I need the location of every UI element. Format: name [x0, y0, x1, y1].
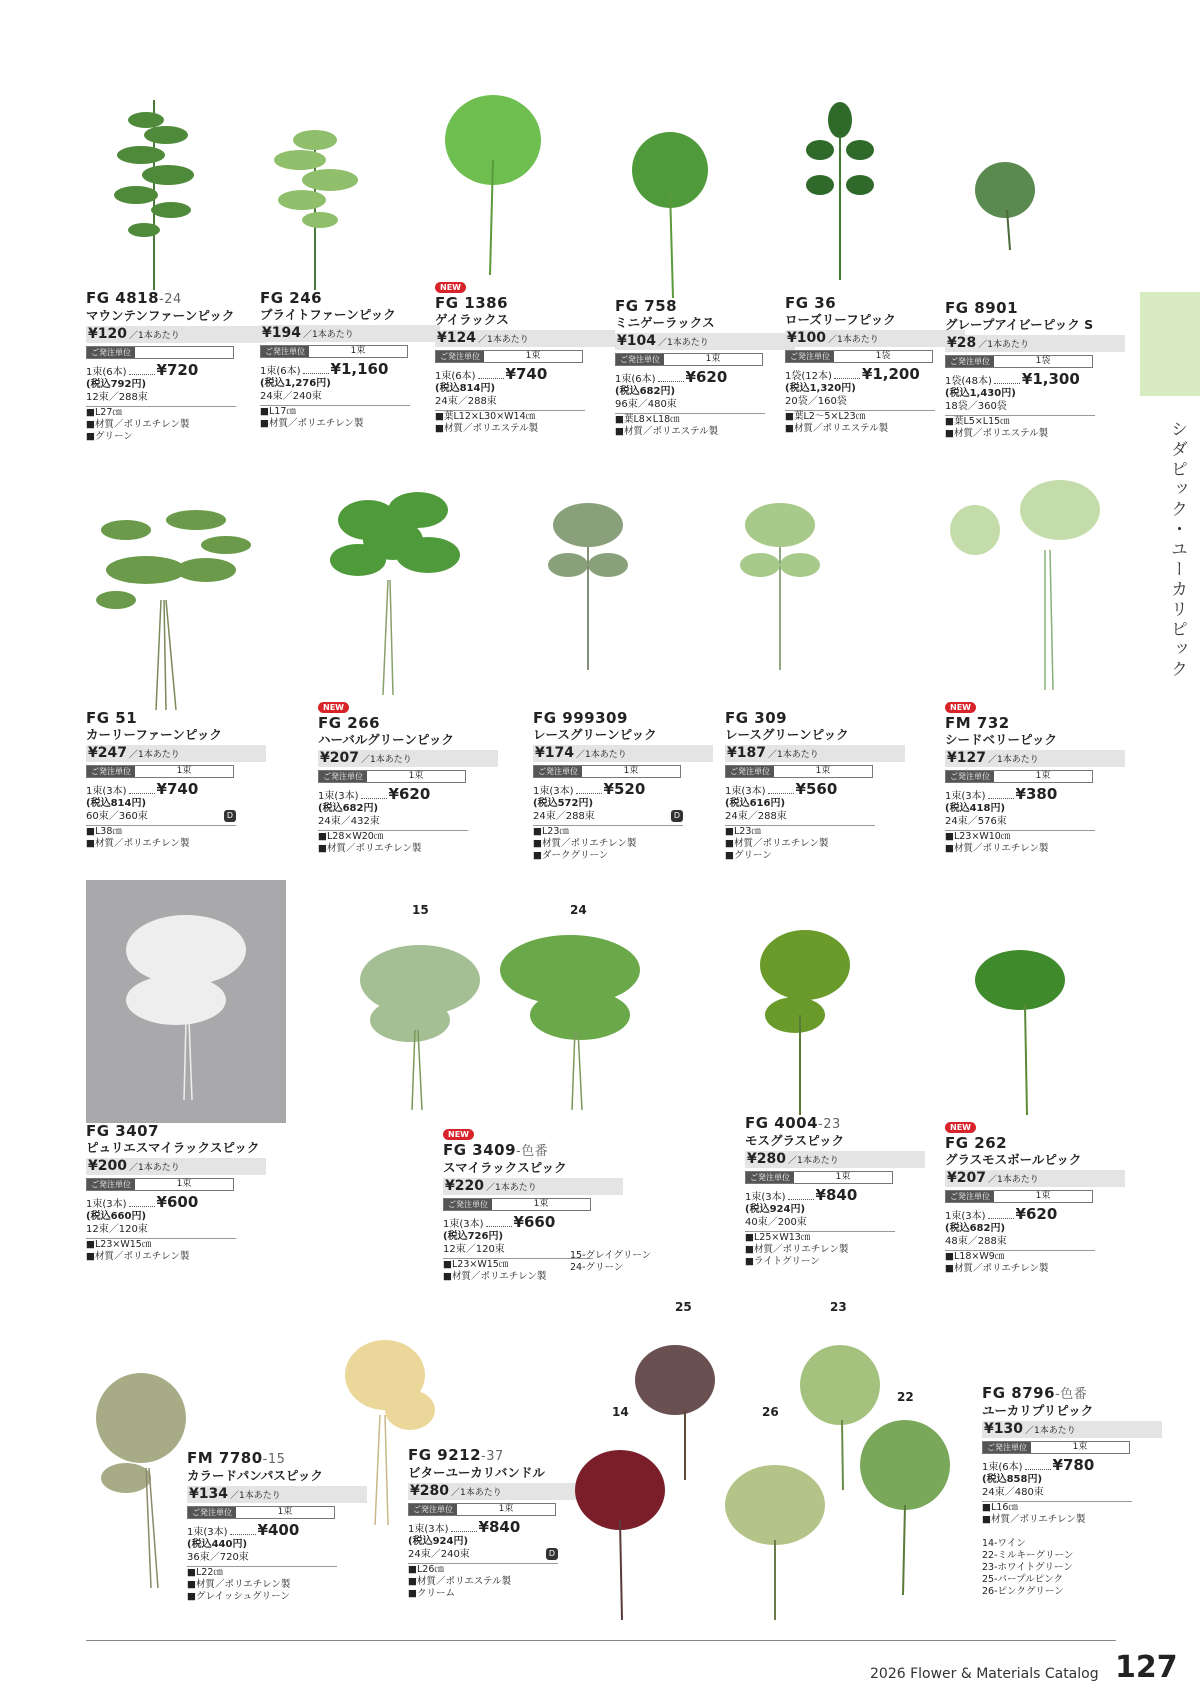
- unit-price: ¥280 ／1本あたり: [408, 1483, 588, 1500]
- unit-price: ¥134 ／1本あたり: [187, 1486, 367, 1503]
- product-code: FG 36: [785, 294, 837, 312]
- spec-line: ■L16㎝: [982, 1502, 1018, 1513]
- unit-price: ¥200 ／1本あたり: [86, 1158, 266, 1175]
- product-fg3407: [86, 880, 286, 1263]
- pack-price-row: 1束(6本) ¥620: [615, 368, 728, 386]
- spec-line: ■葉L5×L15㎝: [945, 416, 1010, 427]
- product-fg246: [260, 80, 440, 430]
- unit-price: ¥127 ／1本あたり: [945, 750, 1125, 767]
- order-unit: ご発注単位 1束: [435, 350, 583, 363]
- spec-line: ■L25×W13㎝: [745, 1232, 811, 1243]
- unit-price: ¥220 ／1本あたり: [443, 1178, 623, 1195]
- product-name: シードベリーピック: [945, 732, 1058, 747]
- case-qty: 24束／240束 D: [408, 1548, 558, 1564]
- tax-in-price: (税込858円): [982, 1474, 1043, 1485]
- fern-photo: [260, 80, 440, 290]
- product-code: FG 8796-色番: [982, 1384, 1088, 1402]
- spec-line: ■L23×W10㎝: [945, 831, 1011, 842]
- spec-line: ■L18×W9㎝: [945, 1251, 1005, 1262]
- spec-line: ■L17㎝: [260, 406, 296, 417]
- spec-line: ■材質／ポリエステル製: [435, 423, 539, 434]
- tax-in-price: (税込682円): [945, 1223, 1006, 1234]
- color-option: 14-ワイン: [982, 1538, 1026, 1549]
- leaf-photo: [615, 80, 795, 298]
- unit-price: ¥120 ／1本あたり: [86, 326, 266, 343]
- spec-line: ■材質／ポリエチレン製: [86, 1251, 190, 1262]
- product-code: FM 732: [945, 714, 1010, 732]
- order-unit: ご発注単位 1束: [187, 1506, 335, 1519]
- product-name: ローズリーフピック: [785, 312, 896, 327]
- tax-in-price: (税込616円): [725, 798, 786, 809]
- spec-line: ■材質／ポリエチレン製: [318, 843, 422, 854]
- order-unit: ご発注単位 1束: [725, 765, 873, 778]
- variant-label: 14: [612, 1405, 629, 1419]
- color-option: 23-ホワイトグリーン: [982, 1562, 1073, 1573]
- case-qty: 12束／120束: [86, 1223, 236, 1239]
- product-name: ゲイラックス: [435, 312, 509, 327]
- product-name: グレープアイビーピック S: [945, 317, 1094, 332]
- product-code: FG 4004-23: [745, 1114, 841, 1132]
- order-unit: ご発注単位 1束: [408, 1503, 556, 1516]
- product-code: FG 4818-24: [86, 289, 182, 307]
- unit-price: ¥247 ／1本あたり: [86, 745, 266, 762]
- herb-photo: [318, 470, 498, 695]
- product-code: FG 246: [260, 289, 323, 307]
- product-fm732: [945, 470, 1125, 855]
- variant-label: 15: [412, 903, 429, 917]
- spec-line: ■L23㎝: [533, 826, 569, 837]
- variant-label: 24: [570, 903, 587, 917]
- spec-line: ■材質／ポリエステル製: [615, 426, 719, 437]
- case-qty: 24束／288束 D: [533, 810, 683, 826]
- tax-in-price: (税込1,276円): [260, 378, 331, 389]
- spec-line: ■クリーム: [408, 1588, 455, 1599]
- spec-line: ■L28×W20㎝: [318, 831, 384, 842]
- case-qty: 20袋／160袋: [785, 395, 935, 411]
- order-unit: ご発注単位 1袋: [945, 355, 1093, 368]
- new-badge: NEW: [945, 702, 976, 713]
- unit-price: ¥207 ／1本あたり: [945, 1170, 1125, 1187]
- section-label: シダピック・ユーカリピック: [1167, 420, 1187, 680]
- spec-line: ■材質／ポリエチレン製: [187, 1579, 291, 1590]
- product-name: スマイラックスピック: [443, 1160, 567, 1175]
- product-fg758: [615, 80, 795, 438]
- tax-in-price: (税込418円): [945, 803, 1006, 814]
- tax-in-price: (税込726円): [443, 1231, 504, 1242]
- unit-price: ¥194 ／1本あたり: [260, 325, 440, 342]
- spec-line: ■材質／ポリエチレン製: [443, 1271, 547, 1282]
- color-list: [570, 1250, 651, 1274]
- pack-price-row: 1束(3本) ¥380: [945, 785, 1058, 803]
- variant-label: 23: [830, 1300, 847, 1314]
- leaf-photo: [945, 80, 1125, 300]
- eucalyptus-variants-photo: [560, 1320, 960, 1630]
- product-code: FG 51: [86, 709, 138, 727]
- leaf-photo: [435, 80, 615, 275]
- case-qty: 24束／432束: [318, 815, 468, 831]
- pack-price-row: 1束(6本) ¥720: [86, 361, 199, 379]
- spec-line: ■L23×W15㎝: [443, 1259, 509, 1270]
- order-unit: ご発注単位 1束: [745, 1171, 893, 1184]
- leaf-photo: [785, 80, 965, 295]
- pack-price-row: 1束(3本) ¥740: [86, 780, 199, 798]
- case-qty: 12束／288束: [86, 391, 236, 407]
- new-badge: NEW: [318, 702, 349, 713]
- pack-price-row: 1束(3本) ¥400: [187, 1521, 300, 1539]
- case-qty: 40束／200束: [745, 1216, 895, 1232]
- spec-line: ■葉L8×L18㎝: [615, 414, 680, 425]
- spec-line: ■L22㎝: [187, 1567, 223, 1578]
- unit-price: ¥104 ／1本あたり: [615, 333, 795, 350]
- spec-line: ■グレイッシュグリーン: [187, 1591, 290, 1602]
- tax-in-price: (税込1,320円): [785, 383, 856, 394]
- color-list: [982, 1538, 1073, 1598]
- spec-line: ■材質／ポリエチレン製: [86, 419, 190, 430]
- pack-price-row: 1束(6本) ¥1,160: [260, 360, 389, 378]
- order-unit: ご発注単位 1束: [945, 770, 1093, 783]
- unit-price: ¥207 ／1本あたり: [318, 750, 498, 767]
- variant-label: 26: [762, 1405, 779, 1419]
- product-fg4818: [86, 80, 266, 443]
- product-fg262: [945, 935, 1125, 1275]
- pack-price-row: 1束(3本) ¥660: [443, 1213, 556, 1231]
- unit-price: ¥187 ／1本あたり: [725, 745, 905, 762]
- tax-in-price: (税込814円): [435, 383, 496, 394]
- product-fg266: [318, 470, 498, 855]
- case-qty: 96束／480束: [615, 398, 765, 414]
- spec-line: ■材質／ポリエチレン製: [982, 1514, 1086, 1525]
- product-name: レースグリーンピック: [533, 727, 657, 742]
- tax-in-price: (税込572円): [533, 798, 594, 809]
- spec-line: ■ライトグリーン: [745, 1256, 820, 1267]
- spec-line: ■葉L12×L30×W14㎝: [435, 411, 536, 422]
- spec-line: ■L23×W15㎝: [86, 1239, 152, 1250]
- product-name: ユーカリプリピック: [982, 1403, 1094, 1418]
- product-code: FG 8901: [945, 299, 1019, 317]
- footer-divider: [86, 1640, 1116, 1641]
- order-unit: ご発注単位 1束: [615, 353, 763, 366]
- color-option: 22-ミルキーグリーン: [982, 1550, 1074, 1561]
- pack-price-row: 1束(3本) ¥620: [945, 1205, 1058, 1223]
- tax-in-price: (税込924円): [745, 1204, 806, 1215]
- product-fg36: [785, 80, 965, 435]
- case-qty: 18袋／360袋: [945, 400, 1095, 416]
- product-code: FM 7780-15: [187, 1449, 286, 1467]
- moss-ball-photo: [945, 935, 1125, 1115]
- tax-in-price: (税込682円): [615, 386, 676, 397]
- product-name: ピュリエスマイラックスピック: [86, 1140, 260, 1155]
- order-unit: ご発注単位 1束: [982, 1441, 1130, 1454]
- product-name: カーリーファーンピック: [86, 727, 222, 742]
- spec-line: ■材質／ポリエチレン製: [533, 838, 637, 849]
- order-unit: ご発注単位 1束: [260, 345, 408, 358]
- product-code: FG 3409-色番: [443, 1141, 549, 1159]
- product-fg1386: [435, 80, 615, 435]
- new-badge: NEW: [443, 1129, 474, 1140]
- tax-in-price: (税込792円): [86, 379, 147, 390]
- unit-price: ¥280 ／1本あたり: [745, 1151, 925, 1168]
- product-fg51: [86, 470, 266, 850]
- berry-photo: [945, 470, 1125, 695]
- case-qty: 24束／480束: [982, 1486, 1132, 1502]
- moss-grass-photo: [745, 915, 925, 1115]
- unit-price: ¥130 ／1本あたり: [982, 1421, 1162, 1438]
- pack-price-row: 1束(6本) ¥780: [982, 1456, 1095, 1474]
- tax-in-price: (税込814円): [86, 798, 147, 809]
- product-fg8796: [982, 1385, 1162, 1526]
- product-fg8901: [945, 80, 1125, 440]
- tax-in-price: (税込440円): [187, 1539, 248, 1550]
- product-code: FG 758: [615, 297, 678, 315]
- spec-line: ■材質／ポリエステル製: [408, 1576, 512, 1587]
- spec-line: ■葉L2～5×L23㎝: [785, 411, 866, 422]
- spec-line: ■材質／ポリエステル製: [945, 428, 1049, 439]
- case-qty: 24束／288束: [725, 810, 875, 826]
- case-qty: 36束／720束: [187, 1551, 337, 1567]
- order-unit: ご発注単位 1束: [86, 765, 234, 778]
- smilax-photo: [86, 880, 286, 1123]
- color-option: 25-パープルピンク: [982, 1574, 1063, 1585]
- d-mark: D: [224, 810, 236, 822]
- page-number: 127: [1115, 1650, 1178, 1685]
- pack-price-row: 1束(3本) ¥840: [745, 1186, 858, 1204]
- pack-price-row: 1束(6本) ¥740: [435, 365, 548, 383]
- unit-price: ¥174 ／1本あたり: [533, 745, 713, 762]
- d-mark: D: [671, 810, 683, 822]
- pack-price-row: 1束(3本) ¥560: [725, 780, 838, 798]
- pack-price-row: 1束(3本) ¥620: [318, 785, 431, 803]
- order-unit: ご発注単位 1束: [533, 765, 681, 778]
- unit-price: ¥124 ／1本あたり: [435, 330, 615, 347]
- tax-in-price: (税込924円): [408, 1536, 469, 1547]
- spec-line: ■ダークグリーン: [533, 850, 609, 861]
- product-name: マウンテンファーンピック: [86, 308, 235, 323]
- case-qty: 24束／576束: [945, 815, 1095, 831]
- new-badge: NEW: [435, 282, 466, 293]
- fern-photo: [86, 470, 266, 710]
- spec-line: ■材質／ポリエステル製: [785, 423, 889, 434]
- case-qty: 60束／360束 D: [86, 810, 236, 826]
- spec-line: ■材質／ポリエチレン製: [945, 1263, 1049, 1274]
- case-qty: 48束／288束: [945, 1235, 1095, 1251]
- spec-line: ■材質／ポリエチレン製: [260, 418, 364, 429]
- variant-label: 22: [897, 1390, 914, 1404]
- case-qty: 24束／288束: [435, 395, 585, 411]
- spec-line: ■L27㎝: [86, 407, 122, 418]
- pack-price-row: 1袋(12本) ¥1,200: [785, 365, 920, 383]
- spec-line: ■材質／ポリエチレン製: [945, 843, 1049, 854]
- product-code: FG 1386: [435, 294, 509, 312]
- spec-line: ■L26㎝: [408, 1564, 444, 1575]
- order-unit: ご発注単位 1束: [945, 1190, 1093, 1203]
- color-option: 24-グリーン: [570, 1262, 624, 1273]
- fern-photo: [86, 80, 266, 290]
- pack-price-row: 1束(3本) ¥520: [533, 780, 646, 798]
- product-code: FG 262: [945, 1134, 1008, 1152]
- case-qty: 24束／240束: [260, 390, 410, 406]
- product-code: FG 9212-37: [408, 1446, 504, 1464]
- new-badge: NEW: [945, 1122, 976, 1133]
- tax-in-price: (税込682円): [318, 803, 379, 814]
- spec-line: ■L23㎝: [725, 826, 761, 837]
- order-unit: ご発注単位 1束: [318, 770, 466, 783]
- unit-price: ¥100 ／1本あたり: [785, 330, 965, 347]
- product-name: ミニゲーラックス: [615, 315, 715, 330]
- product-code: FG 999309: [533, 709, 628, 727]
- product-name: レースグリーンピック: [725, 727, 849, 742]
- order-unit: ご発注単位 1束: [86, 1178, 234, 1191]
- section-tab: [1140, 292, 1200, 396]
- spec-line: ■材質／ポリエチレン製: [725, 838, 829, 849]
- smilax-variants-photo: [350, 920, 670, 1110]
- product-name: グラスモスボールピック: [945, 1152, 1082, 1167]
- product-fg4004: [745, 915, 925, 1268]
- product-code: FG 3407: [86, 1122, 160, 1140]
- order-unit: ご発注単位 1束: [443, 1198, 591, 1211]
- tax-in-price: (税込1,430円): [945, 388, 1016, 399]
- product-fg309: [725, 470, 905, 862]
- spec-line: ■L38㎝: [86, 826, 122, 837]
- product-name: ハーバルグリーンピック: [318, 732, 454, 747]
- pack-price-row: 1袋(48本) ¥1,300: [945, 370, 1080, 388]
- product-code: FG 266: [318, 714, 381, 732]
- lace-photo: [533, 470, 713, 710]
- spec-line: ■材質／ポリエチレン製: [86, 838, 190, 849]
- lace-photo: [725, 470, 905, 710]
- product-name: ビターユーカリバンドル: [408, 1465, 545, 1480]
- pack-price-row: 1束(3本) ¥600: [86, 1193, 199, 1211]
- variant-label: 25: [675, 1300, 692, 1314]
- case-qty: 12束／120束: [443, 1243, 593, 1259]
- spec-line: ■グリーン: [86, 431, 133, 442]
- product-code: FG 309: [725, 709, 788, 727]
- product-name: ブライトファーンピック: [260, 307, 396, 322]
- product-name: モスグラスピック: [745, 1133, 845, 1148]
- product-name: カラードパンパスピック: [187, 1468, 323, 1483]
- unit-price: ¥28 ／1本あたり: [945, 335, 1125, 352]
- color-option: 26-ピンクグリーン: [982, 1586, 1064, 1597]
- catalog-title: 2026 Flower & Materials Catalog: [870, 1666, 1099, 1682]
- tax-in-price: (税込660円): [86, 1211, 147, 1222]
- color-option: 15-グレイグリーン: [570, 1250, 652, 1261]
- pack-price-row: 1束(3本) ¥840: [408, 1518, 521, 1536]
- spec-line: ■グリーン: [725, 850, 772, 861]
- spec-line: ■材質／ポリエチレン製: [745, 1244, 849, 1255]
- order-unit: ご発注単位 1袋: [785, 350, 933, 363]
- d-mark: D: [546, 1548, 558, 1560]
- product-fg999309: [533, 470, 713, 862]
- order-unit: ご発注単位: [86, 346, 234, 359]
